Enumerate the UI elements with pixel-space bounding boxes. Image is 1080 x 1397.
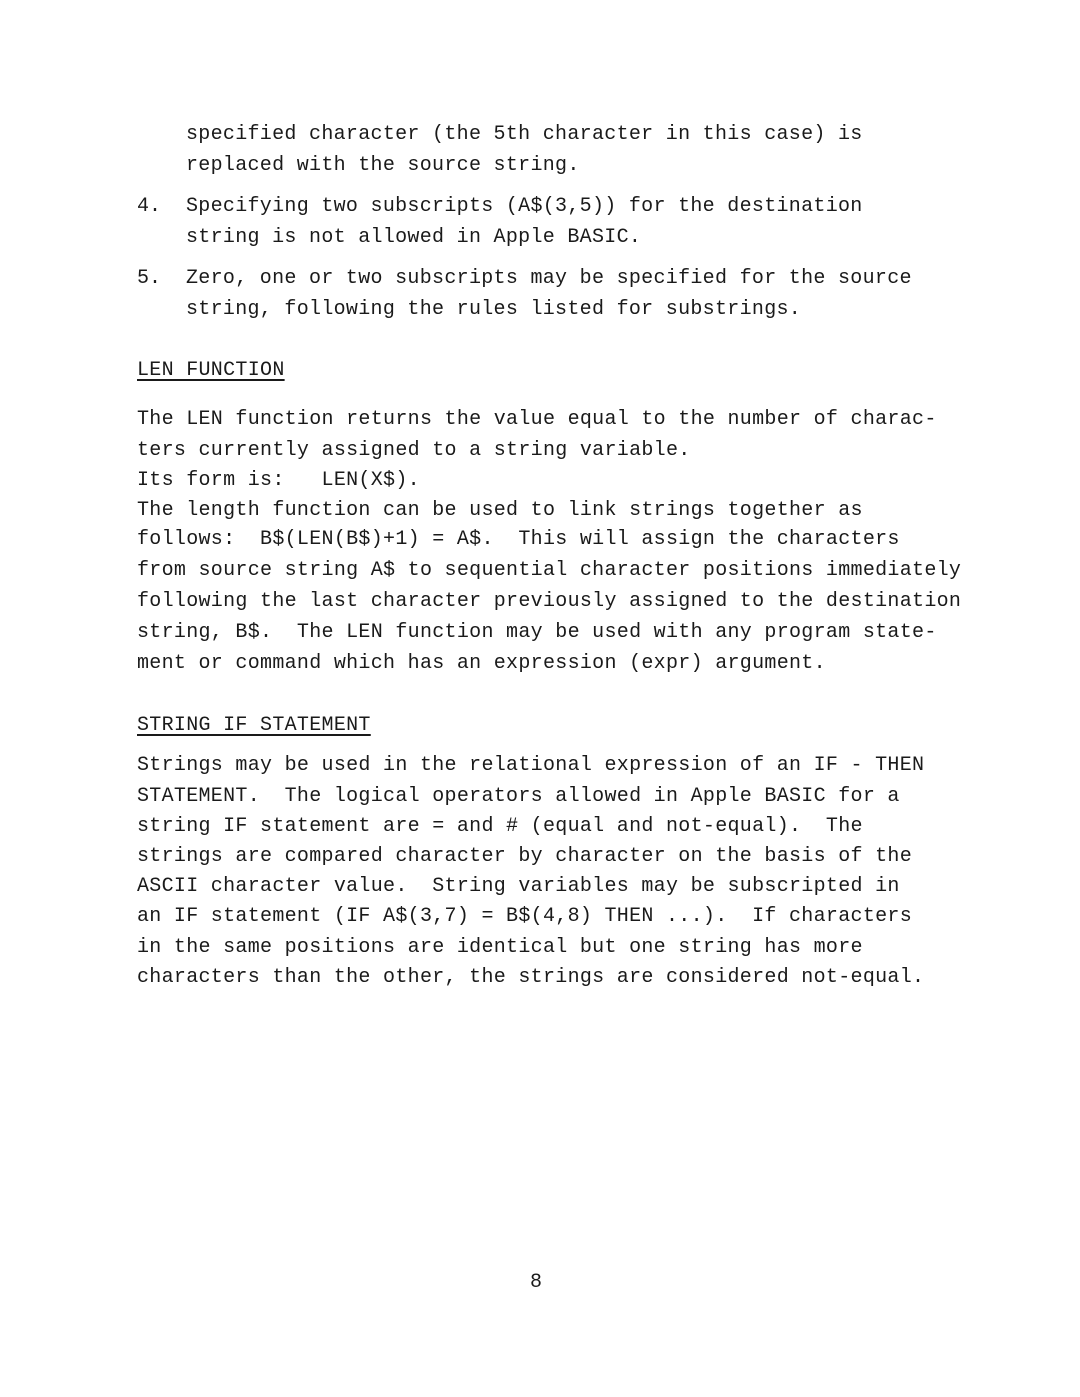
- string-if-paragraph-line: in the same positions are identical but one string has more: [137, 936, 863, 959]
- string-if-paragraph-line: ASCII character value. String variables may be subscripted in: [137, 875, 900, 898]
- string-if-paragraph-line: Strings may be used in the relational expression of an IF - THEN: [137, 754, 925, 777]
- string-if-statement-heading: STRING IF STATEMENT: [137, 714, 371, 737]
- item-5-line-2: string, following the rules listed for substrings.: [186, 298, 802, 321]
- string-if-paragraph-line: characters than the other, the strings are considered not-equal.: [137, 966, 925, 989]
- intro-line-2: replaced with the source string.: [186, 154, 580, 177]
- item-4-number: 4.: [137, 195, 162, 218]
- string-if-paragraph-line: STATEMENT. The logical operators allowed in Apple BASIC for a: [137, 785, 900, 808]
- len-paragraph-line: from source string A$ to sequential character positions immediately: [137, 559, 962, 582]
- len-paragraph-line: following the last character previously assigned to the destination: [137, 590, 962, 613]
- len-paragraph-line: Its form is: LEN(X$).: [137, 469, 420, 492]
- item-4-line-2: string is not allowed in Apple BASIC.: [186, 226, 642, 249]
- item-5-line-1: Zero, one or two subscripts may be specified for the source: [186, 267, 912, 290]
- len-paragraph-line: string, B$. The LEN function may be used with any program state-: [137, 621, 937, 644]
- len-function-heading: LEN FUNCTION: [137, 359, 285, 382]
- page-number: 8: [530, 1271, 543, 1294]
- len-paragraph-line: ters currently assigned to a string variable.: [137, 439, 691, 462]
- item-5-number: 5.: [137, 267, 162, 290]
- len-paragraph-line: follows: B$(LEN(B$)+1) = A$. This will assign the characters: [137, 528, 900, 551]
- string-if-paragraph-line: an IF statement (IF A$(3,7) = B$(4,8) THEN ...). If characters: [137, 905, 913, 928]
- len-paragraph-line: The LEN function returns the value equal to the number of charac-: [137, 408, 937, 431]
- item-4-line-1: Specifying two subscripts (A$(3,5)) for the destination: [186, 195, 863, 218]
- len-paragraph-line: ment or command which has an expression (expr) argument.: [137, 652, 826, 675]
- intro-line-1: specified character (the 5th character in this case) is: [186, 123, 863, 146]
- len-paragraph-line: The length function can be used to link strings together as: [137, 499, 863, 522]
- string-if-paragraph-line: strings are compared character by character on the basis of the: [137, 845, 913, 868]
- string-if-paragraph-line: string IF statement are = and # (equal and not-equal). The: [137, 815, 863, 838]
